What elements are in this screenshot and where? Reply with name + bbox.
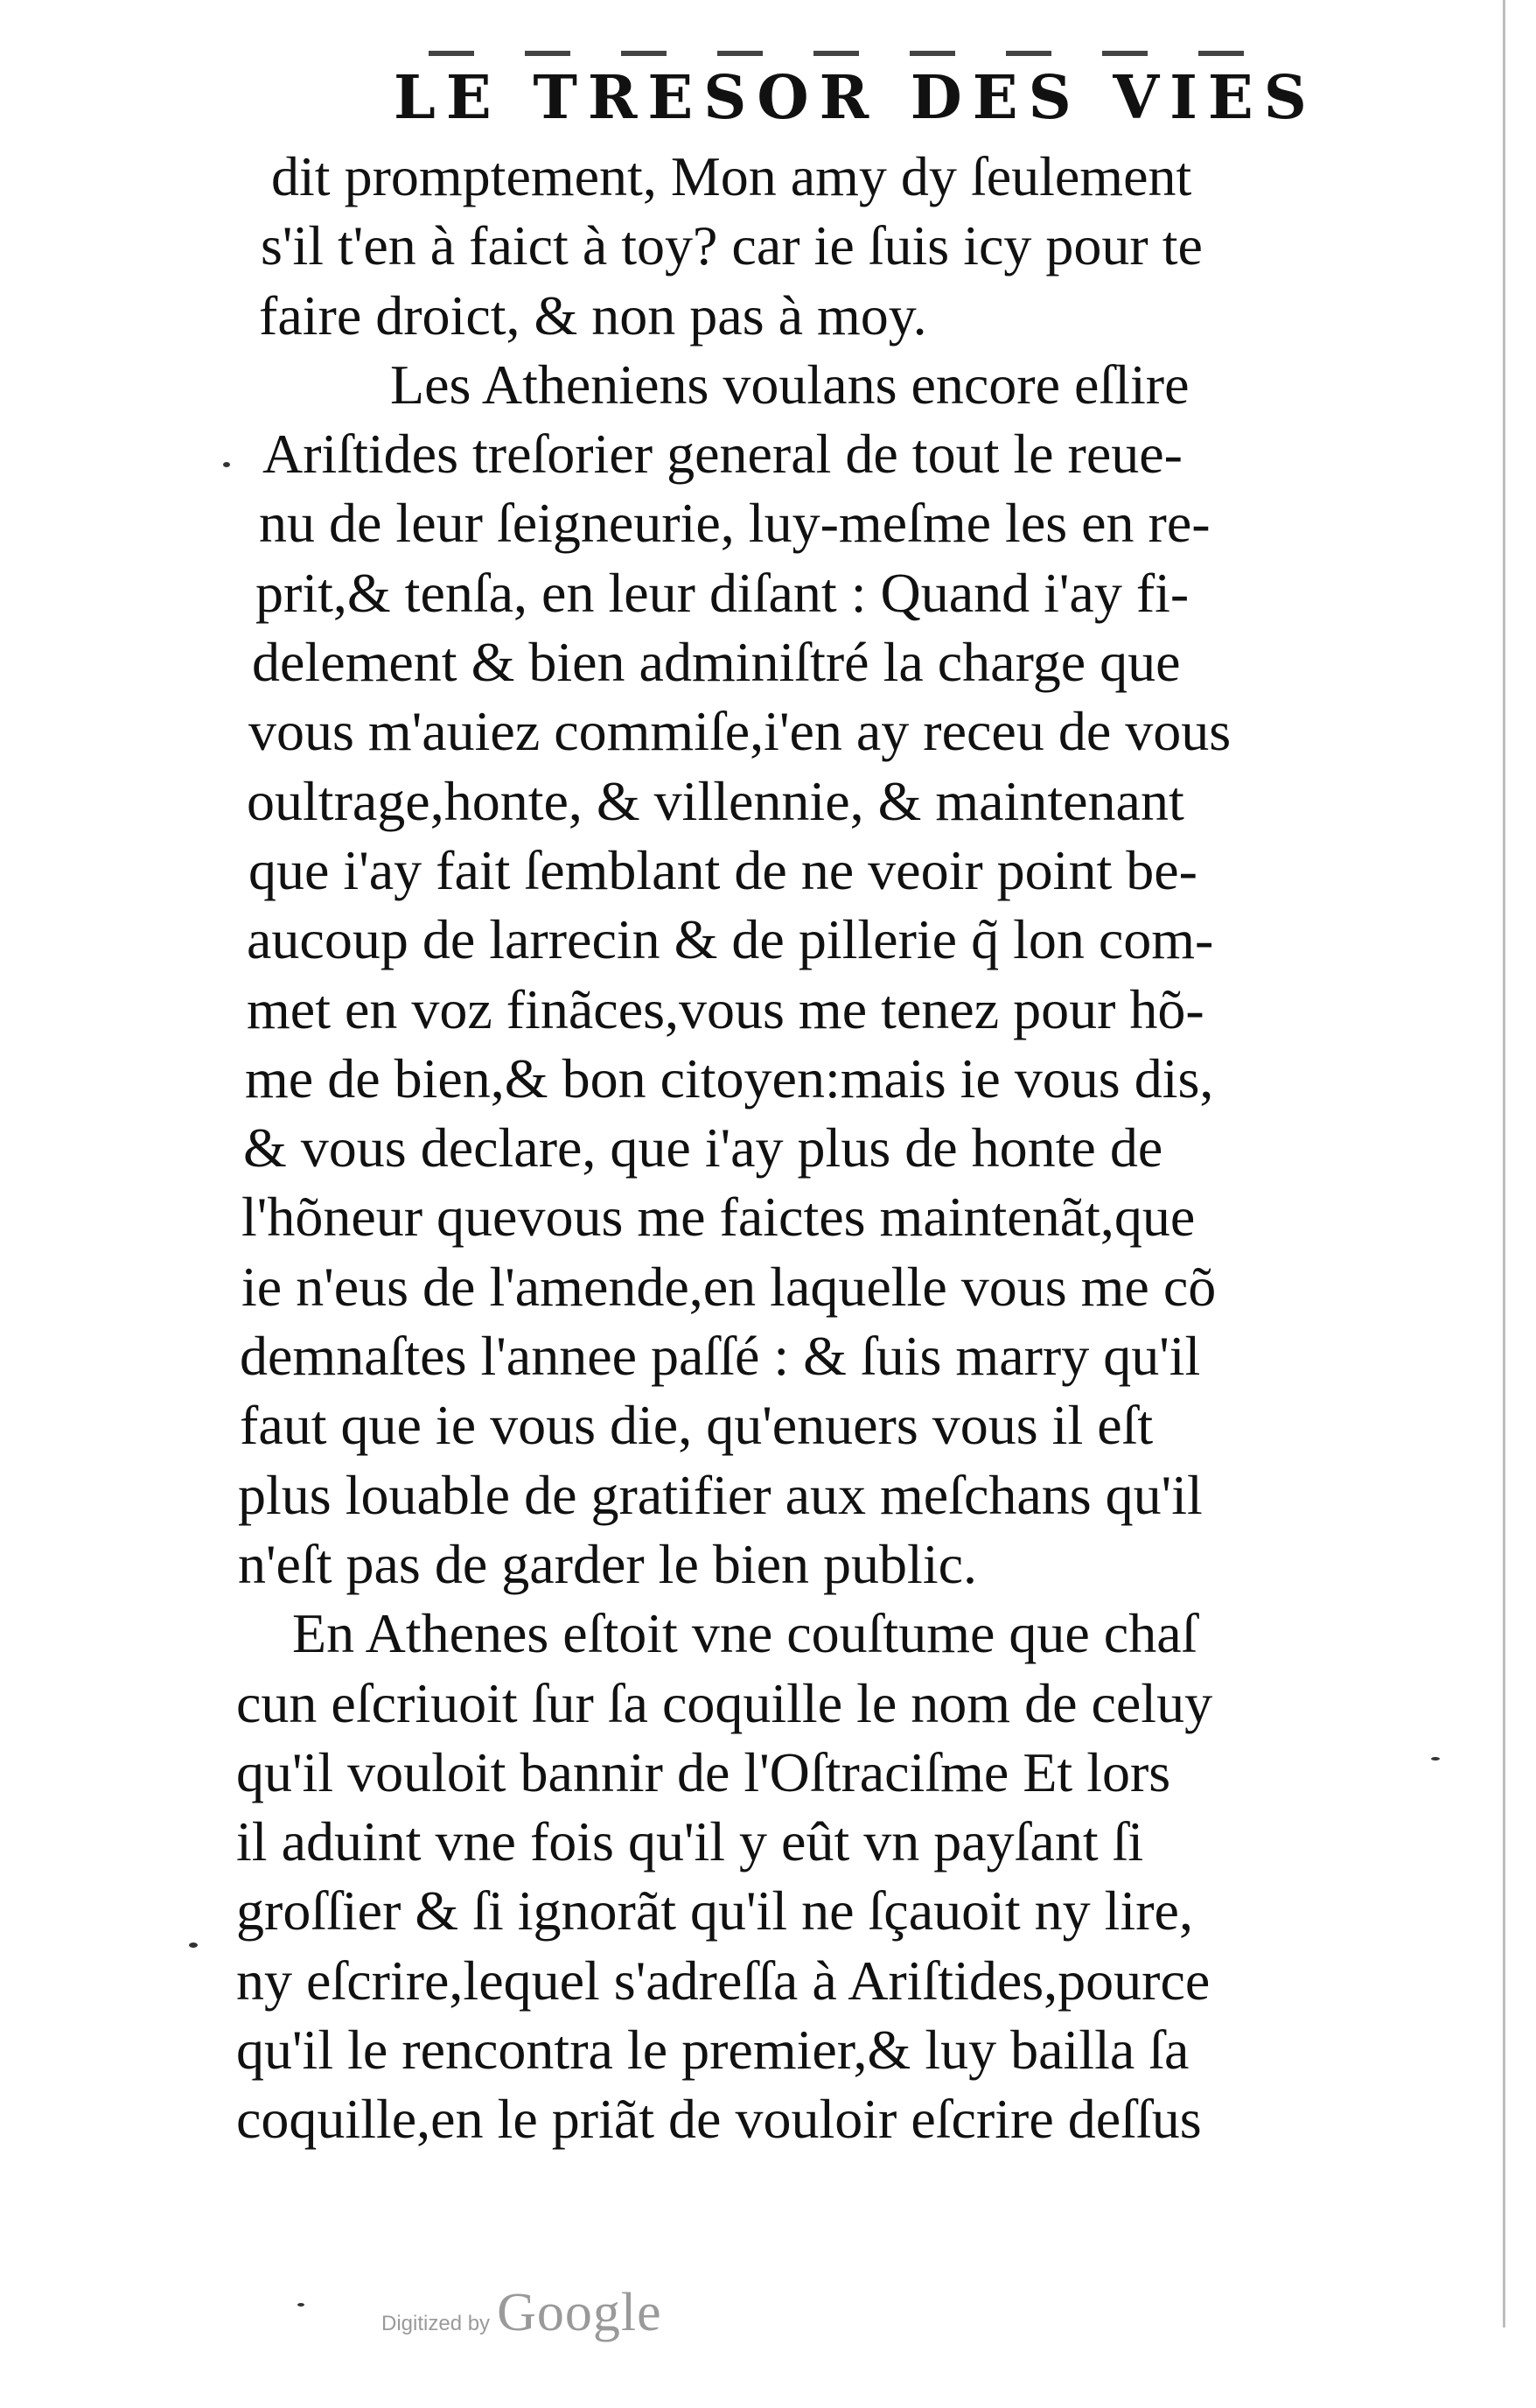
text-line: que i'ay fait ſemblant de ne veoir point be-	[248, 838, 1197, 901]
text-line: plus louable de gratifier aux meſchans qu'il	[238, 1463, 1203, 1526]
text-line: dit promptement, Mon amy dy ſeulement	[271, 145, 1192, 207]
page-edge-line	[1503, 0, 1505, 2328]
text-line: prit,& tenſa, en leur diſant : Quand i'ay fi-	[255, 561, 1190, 624]
text-line: aucoup de larrecin & de pillerie q̃ lon com-	[247, 908, 1214, 971]
text-line: oultrage,honte, & villennie, & maintenant	[247, 769, 1184, 832]
text-line: nu de leur ſeigneurie, luy-meſme les en re-	[259, 492, 1211, 555]
digitized-watermark	[381, 2282, 662, 2344]
text-line: delement & bien adminiſtré la charge que	[252, 631, 1181, 694]
text-line: s'il t'en à faict à toy? car ie ſuis icy pour te	[261, 214, 1203, 277]
text-line: demnaſtes l'annee paſſé : & ſuis marry qu'il	[240, 1325, 1201, 1388]
text-line: faut que ie vous die, qu'enuers vous il eſt	[240, 1394, 1154, 1457]
text-line: groſſier & ſi ignorãt qu'il ne ſçauoit ny lire,	[236, 1880, 1193, 1942]
watermark-prefix: Digitized by	[381, 2312, 491, 2335]
ink-speck	[223, 462, 230, 467]
text-line: qu'il le rencontra le premier,& luy bailla ſa	[236, 2019, 1190, 2082]
ink-speck	[297, 2303, 304, 2306]
ink-speck	[1431, 1757, 1440, 1760]
ink-speck	[189, 1942, 198, 1948]
watermark-brand: Google	[497, 2283, 662, 2342]
running-head: LE TRESOR DES VIES	[394, 63, 1317, 133]
text-line: vous m'auiez commiſe,i'en ay receu de vous	[248, 700, 1232, 763]
text-line: En Athenes eſtoit vne couſtume que chaſ	[292, 1602, 1197, 1665]
text-line: Ariſtides treſorier general de tout le reue-	[262, 423, 1183, 486]
text-line: ny eſcrire,lequel s'adreſſa à Ariſtides,pource	[236, 1949, 1211, 2012]
text-line: & vous declare, que i'ay plus de honte de	[243, 1116, 1163, 1180]
text-line: qu'il vouloit bannir de l'Oſtraciſme Et lors	[236, 1740, 1171, 1803]
text-line: me de bien,& bon citoyen:mais ie vous dis,	[245, 1046, 1214, 1110]
top-dashed-rule	[429, 51, 1251, 56]
body-text	[236, 142, 1443, 2154]
text-line: Les Atheniens voulans encore eſlire	[390, 353, 1190, 416]
text-line: cun eſcriuoit ſur ſa coquille le nom de celuy	[236, 1671, 1213, 1734]
text-line: il aduint vne fois qu'il y eût vn payſant ſi	[236, 1810, 1144, 1873]
text-line: l'hõneur quevous me faictes maintenãt,que	[241, 1186, 1196, 1249]
text-line: coquille,en le priãt de vouloir eſcrire deſſus	[236, 2088, 1202, 2151]
text-line: met en voz finãces,vous me tenez pour hõ-	[247, 977, 1204, 1040]
text-line: ie n'eus de l'amende,en laquelle vous me cõ	[241, 1255, 1217, 1318]
text-line: faire droict, & non pas à moy.	[259, 284, 927, 346]
text-line: n'eſt pas de garder le bien public.	[238, 1532, 977, 1595]
